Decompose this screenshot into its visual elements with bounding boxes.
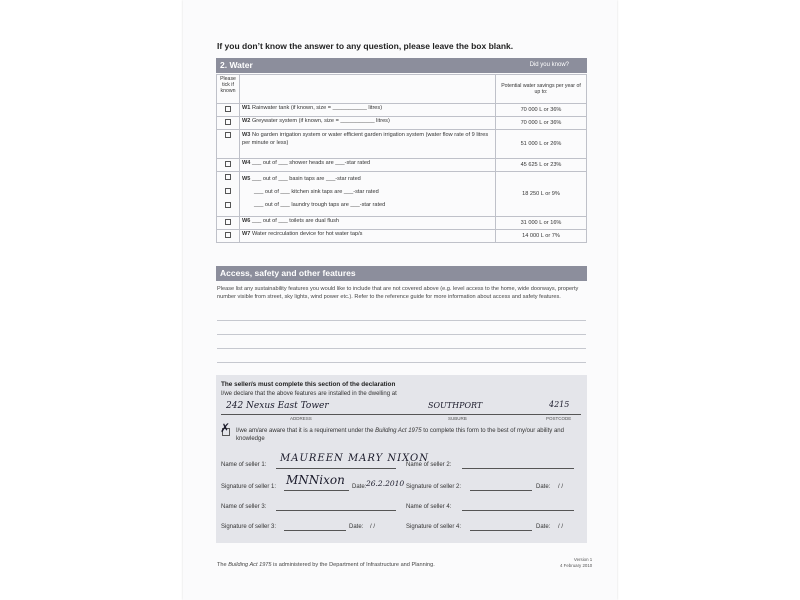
row-code: W2 — [242, 118, 251, 124]
row-code: W3 — [242, 132, 251, 138]
seller-1-name-handwritten: MAUREEN MARY NIXON — [280, 453, 430, 464]
seller-1-signature: MNNixon — [286, 473, 345, 487]
row-text: ___ out of ___ laundry trough taps are ___-star rated — [254, 202, 386, 208]
date-seller-2-label: Date: — [536, 484, 551, 490]
w5-kitchen-checkbox[interactable] — [225, 188, 231, 194]
sig-seller-3-field[interactable] — [284, 530, 346, 531]
row-saving: 70 000 L or 36% — [496, 117, 587, 130]
sig-seller-2-field[interactable] — [470, 490, 532, 491]
row-text: ___ out of ___ kitchen sink taps are ___-star rated — [254, 189, 379, 195]
feature-header — [240, 75, 496, 104]
row-text: Greywater system (if known, size = ___________ litres) — [251, 118, 390, 124]
name-seller-1-label: Name of seller 1: — [221, 462, 267, 468]
footer-post: is administered by the Department of Infrastructure and Planning. — [271, 562, 435, 568]
water-section-header — [216, 58, 587, 73]
row-code: W1 — [242, 105, 251, 111]
version-label: Version 1 — [573, 557, 593, 562]
sig-seller-1-field[interactable] — [284, 490, 349, 491]
row-saving: 51 000 L or 26% — [496, 130, 587, 159]
table-row — [217, 159, 587, 172]
w6-checkbox[interactable] — [225, 219, 231, 225]
version-date: 4 February 2010 — [560, 563, 593, 568]
awareness-statement — [236, 427, 581, 443]
row-saving: 18 250 L or 9% — [496, 172, 587, 217]
row-saving: 31 000 L or 16% — [496, 217, 587, 230]
row-text: Rainwater tank (if known, size = ___________ litres) — [251, 105, 383, 111]
tick-mark: ✗ — [220, 421, 231, 435]
aware-text: I/we am/are aware that it is a requirement under the — [236, 428, 376, 434]
water-table — [216, 74, 587, 243]
declaration-title: The seller/s must complete this section of the declaration — [221, 381, 396, 388]
row-code: W7 — [242, 231, 251, 237]
table-row — [217, 217, 587, 230]
declaration-line: I/we declare that the above features are installed in the dwelling at — [221, 391, 397, 397]
row-code: W5 — [242, 176, 251, 182]
w1-checkbox[interactable] — [225, 106, 231, 112]
footer-text — [217, 562, 435, 568]
row-text: ___ out of ___ shower heads are ___-star rated — [251, 160, 371, 166]
address-handwritten: 242 Nexus East Tower — [226, 401, 329, 411]
name-seller-3-label: Name of seller 3: — [221, 504, 267, 510]
write-line[interactable] — [217, 362, 586, 363]
date-seller-2-value[interactable]: / / — [558, 484, 564, 490]
address-label: ADDRESS — [290, 416, 312, 421]
w4-checkbox[interactable] — [225, 161, 231, 167]
access-section-header — [216, 266, 587, 281]
date-seller-1-label: Date: — [352, 484, 367, 490]
w5-laundry-checkbox[interactable] — [225, 202, 231, 208]
row-saving: 70 000 L or 36% — [496, 104, 587, 117]
date-seller-4-label: Date: — [536, 524, 551, 530]
name-seller-4-label: Name of seller 4: — [406, 504, 452, 510]
row-saving: 45 625 L or 23% — [496, 159, 587, 172]
declaration-section — [216, 375, 587, 543]
access-section-title: Access, safety and other features — [220, 268, 356, 278]
suburb-handwritten: SOUTHPORT — [428, 401, 483, 410]
table-row — [217, 117, 587, 130]
row-text: ___ out of ___ basin taps are ___-star rated — [251, 176, 361, 182]
sig-seller-2-label: Signature of seller 2: — [406, 484, 462, 490]
version-info — [560, 557, 592, 569]
sig-seller-4-label: Signature of seller 4: — [406, 524, 462, 530]
w2-checkbox[interactable] — [225, 119, 231, 125]
date-seller-4-value[interactable]: / / — [558, 524, 564, 530]
write-line[interactable] — [217, 348, 586, 349]
tick-header: Please tick if known — [217, 75, 240, 104]
sig-seller-3-label: Signature of seller 3: — [221, 524, 277, 530]
name-seller-4-field[interactable] — [462, 510, 574, 511]
row-saving: 14 000 L or 7% — [496, 230, 587, 243]
did-you-know-label: Did you know? — [529, 62, 569, 68]
row-code: W4 — [242, 160, 251, 166]
postcode-label: POSTCODE — [546, 416, 572, 421]
table-row — [217, 172, 587, 217]
write-line[interactable] — [217, 334, 586, 335]
date-seller-3-value[interactable]: / / — [370, 524, 376, 530]
row-code: W6 — [242, 218, 251, 224]
postcode-handwritten: 4215 — [549, 400, 570, 409]
intro-instruction: If you don’t know the answer to any question, please leave the box blank. — [217, 41, 514, 51]
table-row — [217, 230, 587, 243]
w7-checkbox[interactable] — [225, 232, 231, 238]
table-row — [217, 104, 587, 117]
water-table-header — [217, 75, 587, 104]
sig-seller-4-field[interactable] — [470, 530, 532, 531]
date-seller-3-label: Date: — [349, 524, 364, 530]
awareness-checkbox[interactable] — [220, 421, 231, 435]
footer-pre: The — [217, 562, 229, 568]
sig-seller-1-label: Signature of seller 1: — [221, 484, 277, 490]
write-line[interactable] — [217, 320, 586, 321]
table-row — [217, 130, 587, 159]
seller-1-date-handwritten: 26.2.2010 — [366, 479, 405, 488]
name-seller-2-field[interactable] — [462, 468, 574, 469]
savings-header: Potential water savings per year of up to: — [496, 75, 587, 104]
name-seller-3-field[interactable] — [276, 510, 396, 511]
suburb-label: SUBURB — [448, 416, 467, 421]
name-seller-2-label: Name of seller 2: — [406, 462, 452, 468]
row-text: No garden irrigation system or water efficient garden irrigation system (water flow rate of 9 litres per minute or less) — [242, 132, 489, 146]
address-line[interactable] — [221, 414, 581, 415]
w5-basin-checkbox[interactable] — [225, 174, 231, 180]
access-instructions: Please list any sustainability features you would like to include that are not covered above (e.g. level access to the home, wide doorways, property number visible from street, sky lights, wind power etc.). Refer to the reference guide for more information about access and safety features. — [217, 286, 579, 300]
aware-text: to complete this form to the best of my/our ability and knowledge — [236, 428, 564, 442]
aware-act: Building Act 1975 — [375, 428, 422, 434]
water-section-title: 2. Water — [220, 60, 253, 70]
footer-act: Building Act 1975 — [228, 562, 272, 568]
name-seller-1-field[interactable] — [276, 468, 396, 469]
row-text: Water recirculation device for hot water tap/s — [251, 231, 363, 237]
row-text: ___ out of ___ toilets are dual flush — [251, 218, 340, 224]
w3-checkbox[interactable] — [225, 132, 231, 138]
